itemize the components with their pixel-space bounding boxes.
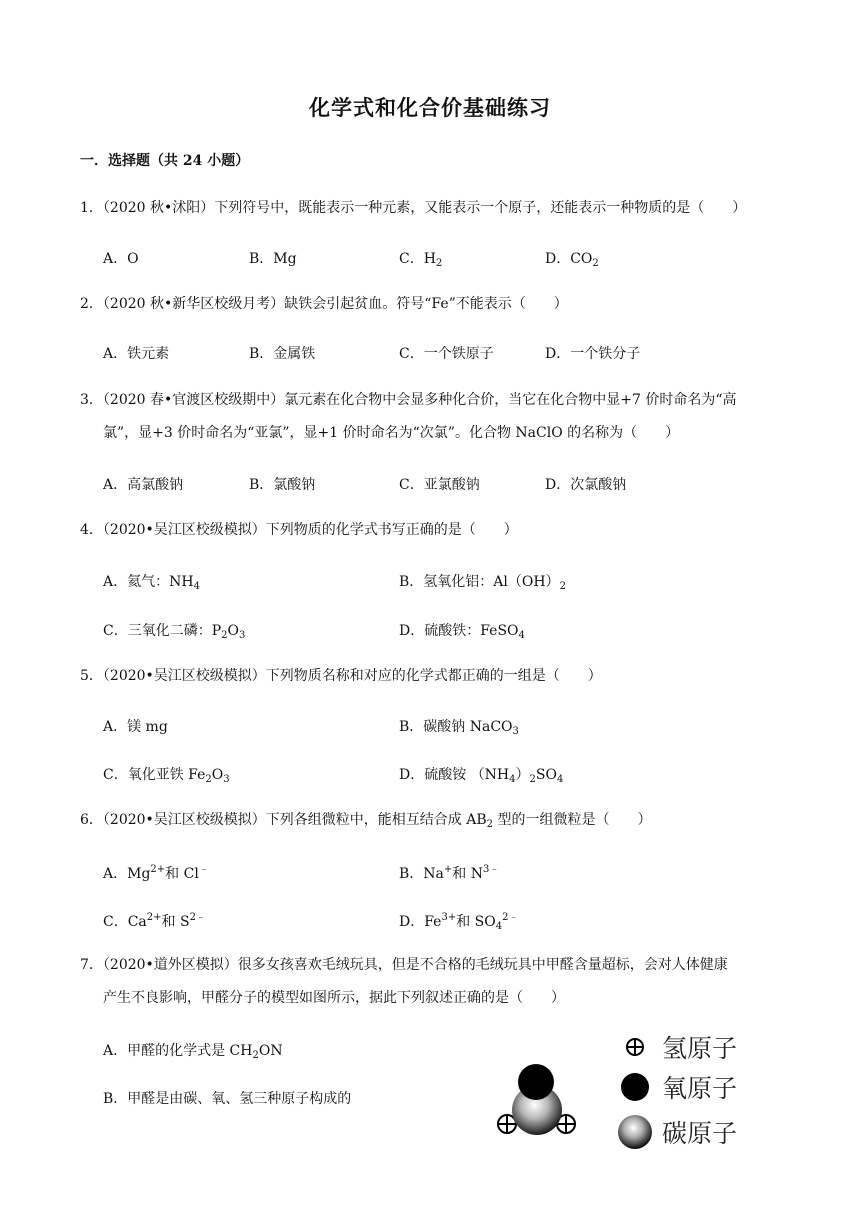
- molecule-diagram: [488, 1032, 758, 1154]
- q7-option-a: A．甲醛的化学式是 $CH_2ON$: [103, 1043, 283, 1061]
- question-6-stem: 6．（2020•吴江区校级模拟）下列各组微粒中，能相互结合成 $AB_2$ 型的一组微粒是（ ）: [80, 812, 652, 830]
- q5-option-b: B．碳酸钠 NaCO$_3$: [399, 719, 519, 737]
- legend: [618, 1034, 737, 1149]
- q2-option-a: A．铁元素: [103, 346, 170, 362]
- q1-option-c: C．$H_2$: [399, 251, 443, 269]
- carbon-legend-icon: [618, 1115, 652, 1149]
- section-heading: 一．选择题（共 24 小题）: [80, 153, 250, 169]
- q4-option-a: A．氦气：$NH_4$: [103, 574, 200, 592]
- q6-option-a: A．$Mg^{2+}$和 Cl﹣: [103, 864, 209, 882]
- legend-hydrogen-label: 氢原子: [662, 1034, 738, 1063]
- q7-option-b: B．甲醛是由碳、氧、氢三种原子构成的: [103, 1091, 352, 1107]
- q5-option-d: D．硫酸铵 $(NH_4)_2SO_4$: [399, 767, 564, 785]
- q1-option-b: B．Mg: [249, 251, 297, 267]
- q3-option-b: B．氯酸钠: [249, 477, 316, 493]
- oxygen-atom: [518, 1064, 554, 1100]
- q2-option-d: D．一个铁分子: [545, 346, 641, 362]
- q3-option-a: A．高氯酸钠: [103, 477, 184, 493]
- q4-option-c: C．三氧化二磷：$P_2O_3$: [103, 623, 246, 641]
- q4-option-b: B．氢氧化铝：$Al(OH)_2$: [399, 574, 566, 592]
- legend-carbon-label: 碳原子: [662, 1119, 738, 1148]
- question-3-line-2: 氯”，显+3 价时命名为“亚氯”，显+1 价时命名为“次氯”。化合物 NaClO 的名称为（ ）: [103, 425, 680, 441]
- question-7-line-1: 7．（2020•道外区模拟）很多女孩喜欢毛绒玩具，但是不合格的毛绒玩具中甲醛含量超标，会对人体健康: [80, 957, 728, 973]
- q6-option-c: C．$Ca^{2+}$和 $S^{2﹣}$: [103, 912, 206, 930]
- q6-option-b: B．Na+和 $N^{3﹣}$: [399, 864, 500, 882]
- oxygen-legend-icon: [621, 1073, 649, 1101]
- question-3-line-1: 3．（2020 春•官渡区校级期中）氯元素在化合物中会显多种化合价，当它在化合物中显+7 价时命名为“高: [80, 392, 737, 408]
- question-2-stem: 2．（2020 秋•新华区校级月考）缺铁会引起贫血。符号“Fe”不能表示（ ）: [80, 296, 568, 312]
- q6-option-d: D．$Fe^{3+}$和 $SO_4^{2﹣}$: [399, 912, 519, 932]
- q2-option-b: B．金属铁: [249, 346, 316, 362]
- q4-option-d: D．硫酸铁：FeSO$_4$: [399, 623, 525, 641]
- q2-option-c: C．一个铁原子: [399, 346, 494, 362]
- q5-option-a: A．镁 mg: [103, 719, 168, 735]
- q1-option-d: D．$CO_2$: [545, 251, 599, 269]
- question-5-stem: 5．（2020•吴江区校级模拟）下列物质名称和对应的化学式都正确的一组是（ ）: [80, 668, 602, 684]
- page-title: 化学式和化合价基础练习: [309, 95, 551, 120]
- question-1-stem: 1．（2020 秋•沭阳）下列符号中，既能表示一种元素，又能表示一个原子，还能表示一种物质的是（ ）: [80, 200, 747, 216]
- q3-option-c: C．亚氯酸钠: [399, 477, 480, 493]
- legend-oxygen-label: 氧原子: [662, 1074, 738, 1103]
- q1-option-a: A．O: [103, 251, 139, 267]
- question-4-stem: 4．（2020•吴江区校级模拟）下列物质的化学式书写正确的是（ ）: [80, 522, 518, 538]
- question-7-line-2: 产生不良影响，甲醛分子的模型如图所示，据此下列叙述正确的是（ ）: [103, 990, 565, 1006]
- q5-option-c: C．氧化亚铁 $Fe_2O_3$: [103, 767, 230, 785]
- formaldehyde-molecule-figure: [488, 1032, 758, 1154]
- q3-option-d: D．次氯酸钠: [545, 477, 627, 493]
- molecule-model: [498, 1064, 575, 1135]
